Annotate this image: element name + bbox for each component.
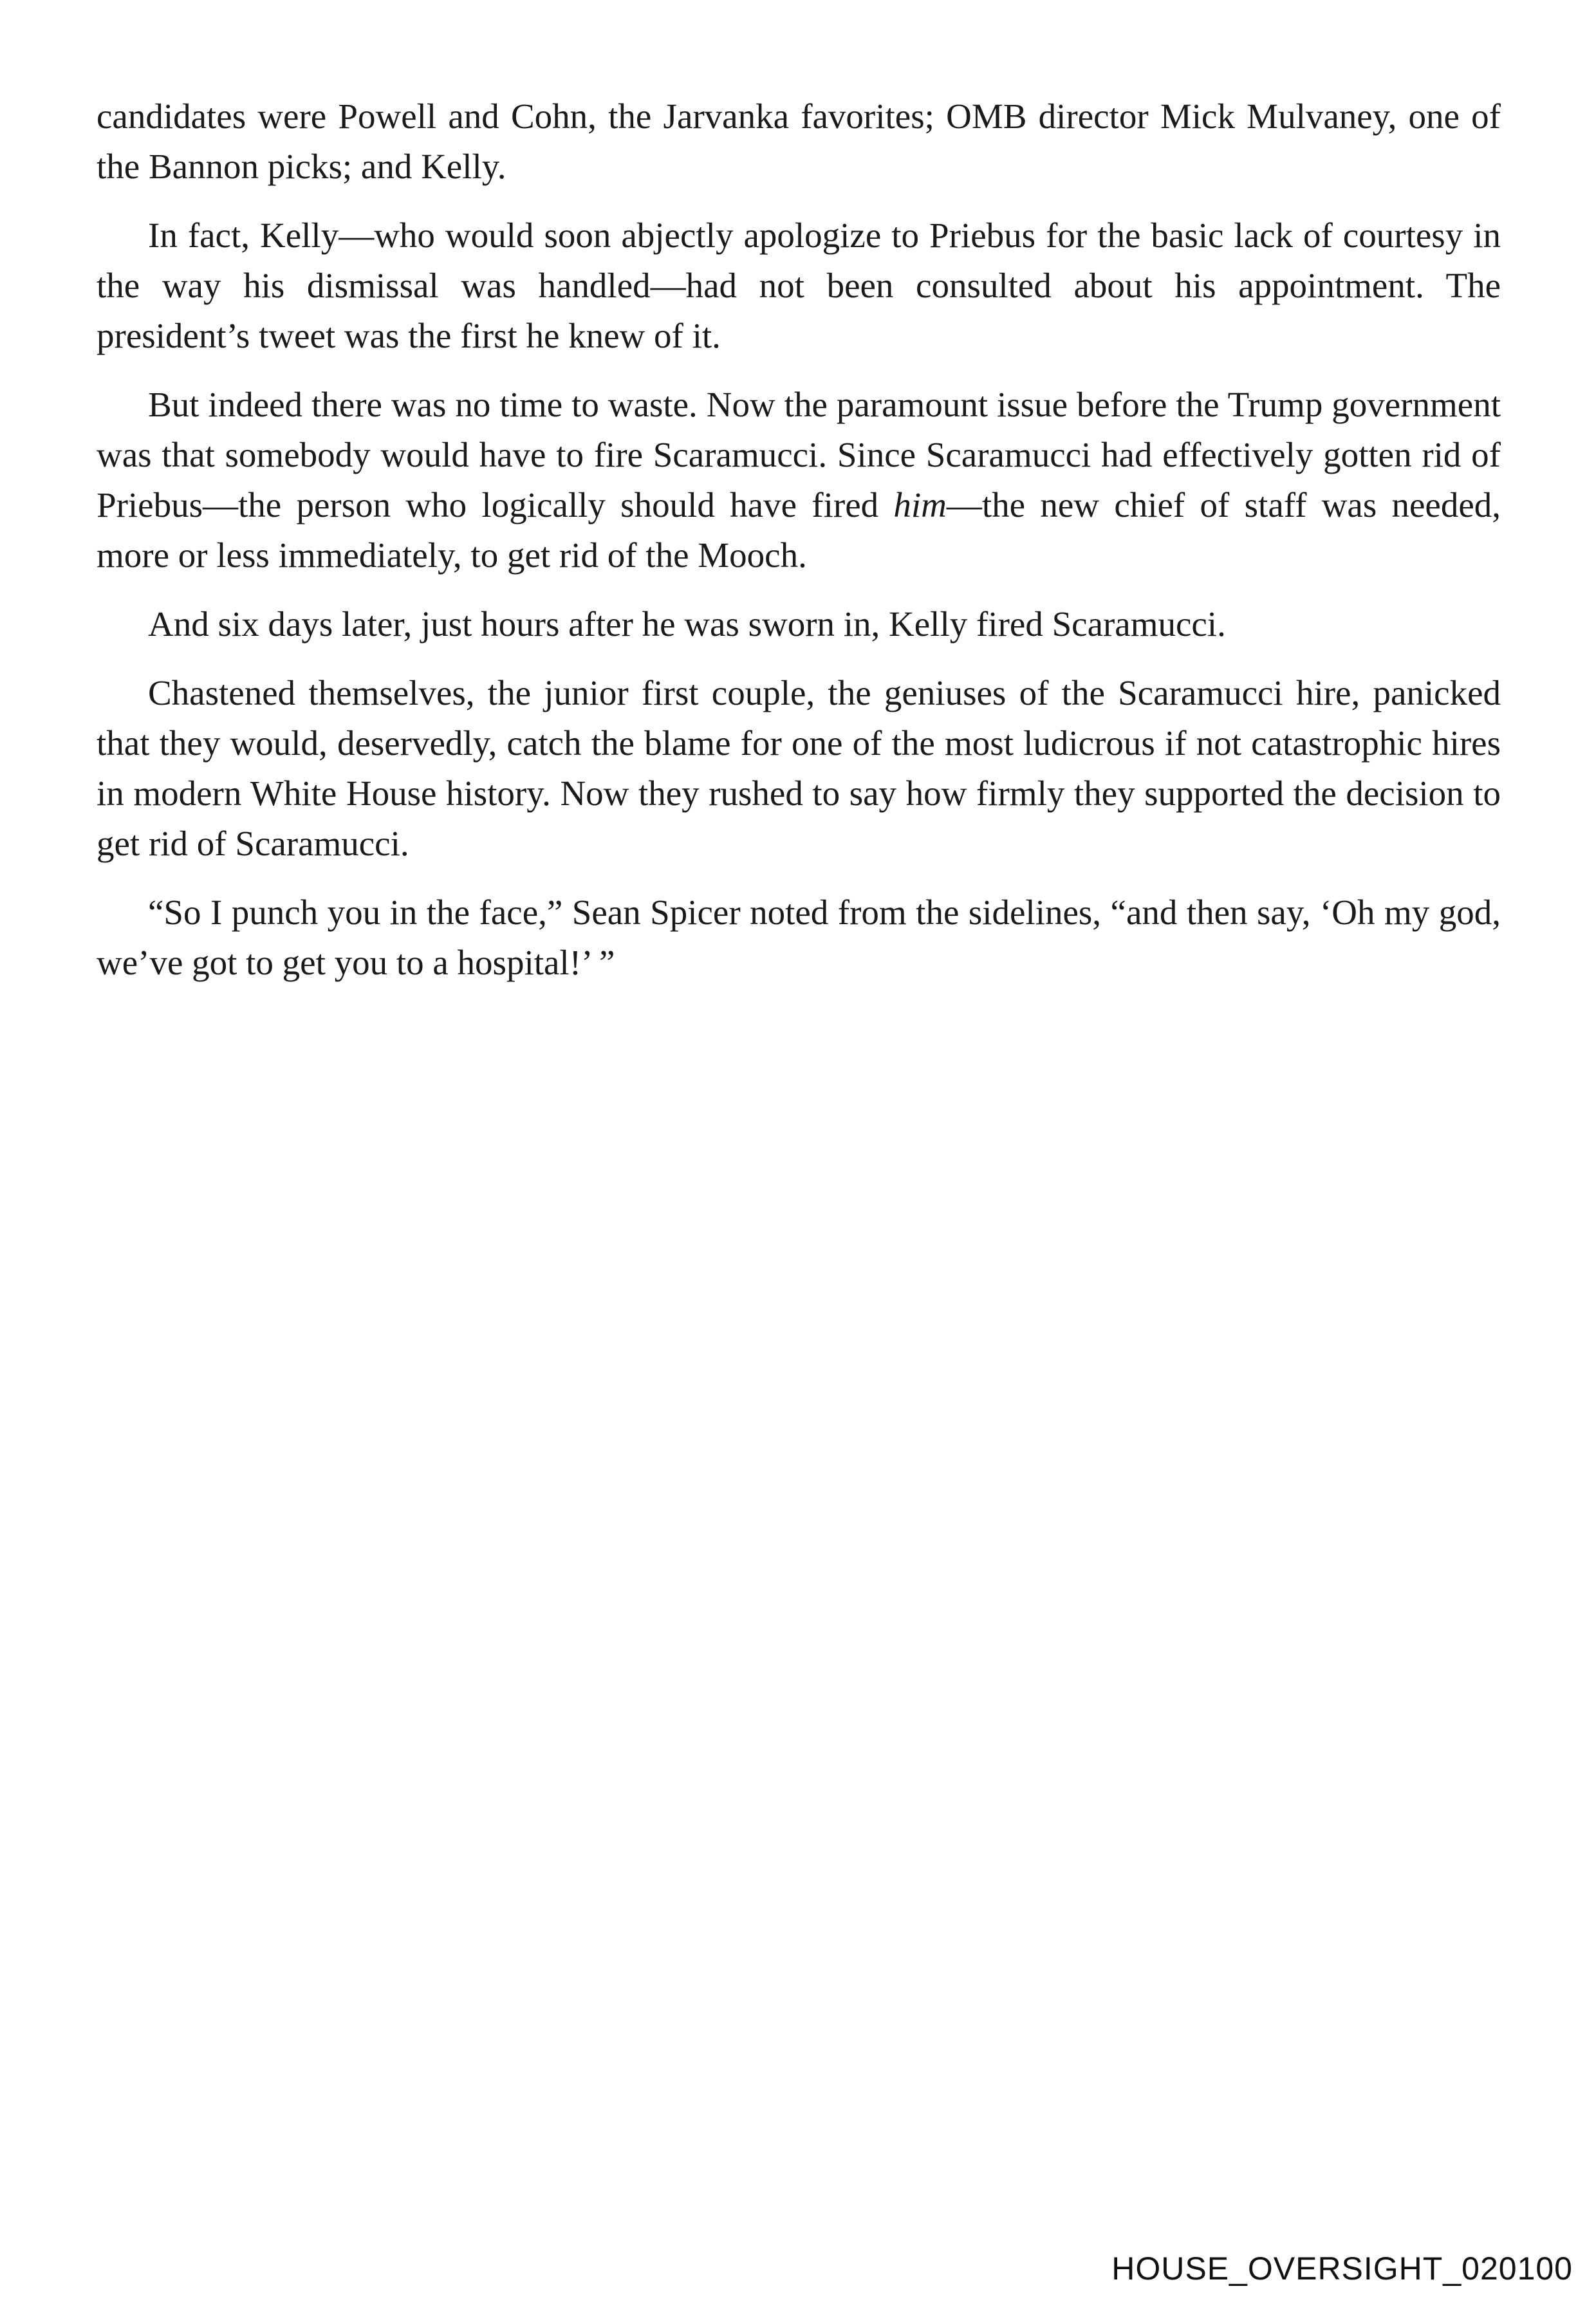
paragraph-text-after-emphasis: —the new chief of staff was needed, more or less immediately, to get rid of the Mooch. [97,485,1501,575]
paragraph-kelly-appointment: In fact, Kelly—who would soon abjectly apologize to Priebus for the basic lack of courtesy in the way his dismissal was handled—had not been consulted about his appointment. The president’s tweet was the first he knew of it. [97,216,1501,355]
paragraph-spicer-quote: “So I punch you in the face,” Sean Spicer noted from the sidelines, “and then say, ‘Oh my god, we’ve got to get you to a hospital!’ ” [97,893,1501,982]
page-body-text [97,91,1501,1007]
paragraph-text-before-emphasis: But indeed there was no time to waste. Now the paramount issue before the Trump government was that somebody would have to fire Scaramucci. Since Scaramucci had effectively gotten rid of Priebus—the person who logically should have fired [97,385,1501,524]
bates-number: HOUSE_OVERSIGHT_020100 [1111,2251,1573,2287]
paragraph-six-days-later: And six days later, just hours after he was sworn in, Kelly fired Scaramucci. [148,604,1226,644]
emphasized-word: him [893,485,947,524]
paragraph-chastened: Chastened themselves, the junior first couple, the geniuses of the Scaramucci hire, panicked that they would, deservedly, catch the blame for one of the most ludicrous if not catastrophic hires in modern White House history. Now they rushed to say how firmly they supported the decision to get rid of Scaramucci. [97,673,1501,863]
paragraph-continued: candidates were Powell and Cohn, the Jarvanka favorites; OMB director Mick Mulvaney, one of the Bannon picks; and Kelly. [97,97,1501,186]
paragraph-fire-scaramucci [97,380,1501,580]
